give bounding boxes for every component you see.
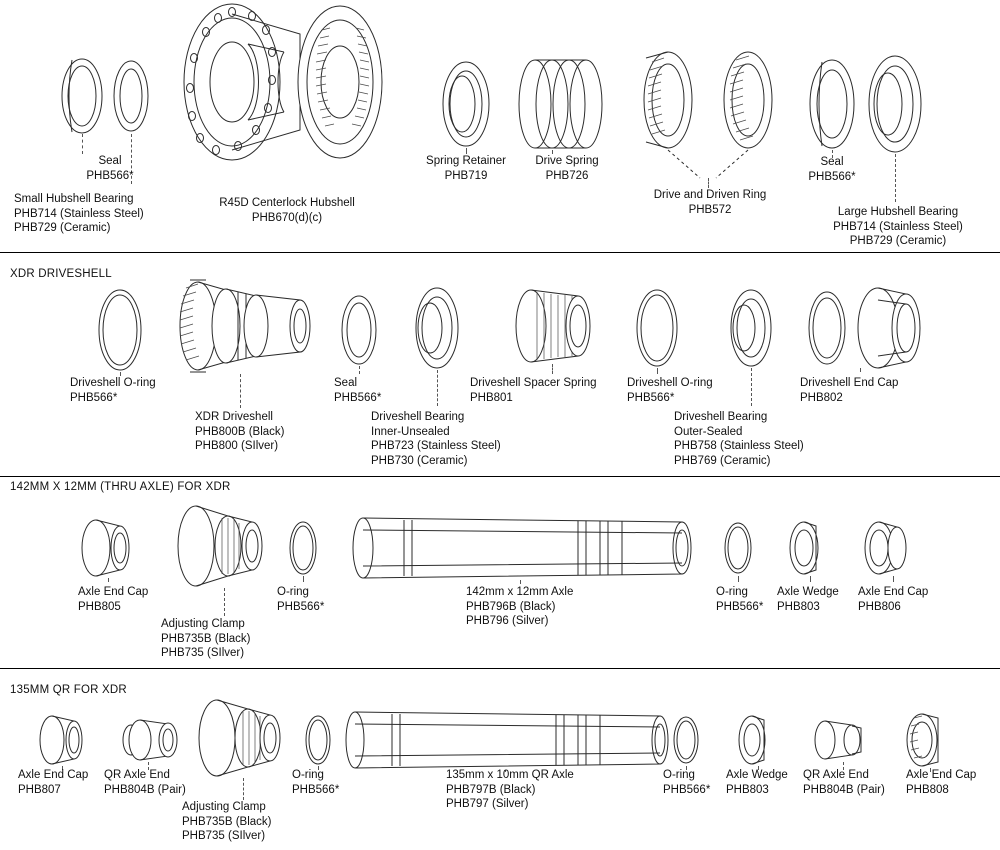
label-axle-wedge-3 (777, 585, 839, 614)
label-small-hubshell-bearing-text: Small Hubshell Bearing PHB714 (Stainless Steel) PHB729 (Ceramic) (14, 193, 144, 234)
art-axle-end-cap-805 (82, 520, 129, 576)
label-driveshell-spacer-spring-text: Driveshell Spacer Spring PHB801 (470, 377, 597, 404)
label-axle-end-cap-807 (18, 768, 88, 797)
art-oring-3b (725, 523, 751, 573)
art-driveshell-oring-2 (637, 290, 677, 366)
label-driveshell-bearing-inner-text: Driveshell Bearing Inner-Unsealed PHB723 (Stainless Steel) PHB730 (Ceramic) (371, 411, 501, 467)
label-large-hubshell-bearing-text: Large Hubshell Bearing PHB714 (Stainless Steel) PHB729 (Ceramic) (833, 206, 963, 247)
label-drive-spring-text: Drive Spring PHB726 (535, 155, 599, 182)
label-oring-3a-text: O-ring PHB566* (277, 586, 325, 613)
label-xdr-driveshell-text: XDR Driveshell PHB800B (Black) PHB800 (SIlver) (195, 411, 285, 452)
label-adjusting-clamp-2-text: Adjusting Clamp PHB735B (Black) PHB735 (SIlver) (182, 801, 272, 842)
art-axle-wedge-4 (739, 716, 765, 764)
label-driveshell-end-cap (800, 376, 898, 405)
leader-axle-end-cap-805 (108, 578, 109, 582)
art-axle-wedge-3 (790, 522, 818, 574)
label-oring-3b (716, 585, 763, 614)
section-heading-qr: 135MM QR FOR XDR (10, 684, 127, 696)
label-adjusting-clamp-1 (161, 617, 250, 661)
leader-driveshell-end-cap (860, 368, 861, 372)
label-seal-small (86, 154, 133, 183)
label-seal-large-text: Seal PHB566* (808, 156, 856, 183)
label-driveshell-oring-1-text: Driveshell O-ring PHB566* (70, 377, 156, 404)
leader-drive-driven-ring (708, 178, 709, 188)
label-driveshell-seal (334, 376, 381, 405)
label-axle-wedge-3-text: Axle Wedge PHB803 (777, 586, 839, 613)
art-axle-end-cap-808 (907, 714, 938, 766)
art-driveshell-spacer-spring (516, 290, 590, 362)
art-driveshell-bearing-inner (416, 288, 458, 368)
label-small-hubshell-bearing (14, 192, 144, 236)
leader-xdr-driveshell (240, 374, 241, 408)
art-axle-end-cap-806 (865, 522, 906, 574)
label-hubshell-text: R45D Centerlock Hubshell PHB670(d)(c) (219, 197, 355, 224)
label-axle-wedge-4 (726, 768, 788, 797)
label-adjusting-clamp-2 (182, 800, 271, 844)
label-spring-retainer-text: Spring Retainer PHB719 (426, 155, 506, 182)
leader-spacer-spring (552, 364, 553, 374)
leader-oring-3b (738, 576, 739, 582)
art-hubshell (184, 4, 382, 160)
label-large-hubshell-bearing (833, 205, 963, 249)
art-oring-4b (674, 717, 698, 763)
art-spring-retainer (443, 62, 489, 146)
leader-driveshell-seal (359, 366, 360, 374)
label-driveshell-oring-1 (70, 376, 156, 405)
label-driveshell-end-cap-text: Driveshell End Cap PHB802 (800, 377, 899, 404)
section-divider-2 (0, 476, 1000, 477)
leader-driveshell-bearing-outer (751, 368, 752, 406)
label-qr-axle-end-2 (803, 768, 885, 797)
label-adjusting-clamp-1-text: Adjusting Clamp PHB735B (Black) PHB735 (SIlver) (161, 618, 251, 659)
label-driveshell-oring-2 (627, 376, 713, 405)
art-drive-driven-ring (644, 52, 772, 148)
leader-oring-3a (303, 576, 304, 582)
section-divider-3 (0, 668, 1000, 669)
label-driveshell-bearing-inner (371, 410, 501, 468)
label-driveshell-seal-text: Seal PHB566* (334, 377, 382, 404)
art-driveshell-end-cap (809, 288, 920, 368)
label-oring-3a (277, 585, 324, 614)
label-axle-135-text: 135mm x 10mm QR Axle PHB797B (Black) PHB797 (Silver) (446, 769, 574, 810)
label-qr-axle-end-1-text: QR Axle End PHB804B (Pair) (104, 769, 186, 796)
section-divider-1 (0, 252, 1000, 253)
art-xdr-driveshell (180, 280, 310, 372)
leader-adjusting-clamp-2 (243, 778, 244, 800)
label-driveshell-bearing-outer-text: Driveshell Bearing Outer-Sealed PHB758 (Stainless Steel) PHB769 (Ceramic) (674, 411, 804, 467)
label-qr-axle-end-1 (104, 768, 186, 797)
leader-driveshell-oring-2 (657, 368, 658, 374)
label-hubshell (219, 196, 355, 225)
leader-large-bearing (895, 154, 896, 202)
label-oring-4b-text: O-ring PHB566* (663, 769, 711, 796)
label-driveshell-spacer-spring (470, 376, 597, 405)
art-seal-large (810, 60, 854, 148)
art-adjusting-clamp-1 (178, 506, 262, 586)
leader-axle-142 (520, 580, 521, 584)
art-qr-axle-end-2 (815, 721, 861, 759)
label-drive-driven-ring (654, 188, 767, 217)
label-qr-axle-end-2-text: QR Axle End PHB804B (Pair) (803, 769, 885, 796)
leader-seal-small (82, 134, 83, 154)
art-adjusting-clamp-2 (199, 700, 280, 776)
section-heading-thru-axle: 142MM X 12MM (THRU AXLE) FOR XDR (10, 481, 231, 493)
label-axle-end-cap-808 (906, 768, 976, 797)
label-axle-135 (446, 768, 574, 812)
label-oring-3b-text: O-ring PHB566* (716, 586, 764, 613)
art-oring-3a (290, 522, 316, 574)
art-drive-spring (519, 60, 602, 148)
art-large-hubshell-bearing (869, 56, 921, 152)
leader-axle-wedge-3 (810, 576, 811, 582)
label-axle-end-cap-806-text: Axle End Cap PHB806 (858, 586, 929, 613)
art-small-hubshell-bearing (114, 61, 148, 131)
art-axle-135 (346, 712, 668, 768)
art-qr-axle-end-1 (123, 720, 177, 760)
art-driveshell-seal (342, 296, 376, 364)
leader-adjusting-clamp-1 (224, 588, 225, 616)
label-oring-4a-text: O-ring PHB566* (292, 769, 340, 796)
label-oring-4a (292, 768, 339, 797)
label-axle-end-cap-805 (78, 585, 148, 614)
label-axle-end-cap-808-text: Axle End Cap PHB808 (906, 769, 977, 796)
label-axle-142-text: 142mm x 12mm Axle PHB796B (Black) PHB796 (Silver) (466, 586, 574, 627)
label-drive-driven-ring-text: Drive and Driven Ring PHB572 (653, 189, 767, 216)
art-axle-end-cap-807 (40, 716, 82, 764)
label-xdr-driveshell (195, 410, 284, 454)
art-driveshell-bearing-outer (731, 290, 771, 366)
label-spring-retainer (426, 154, 506, 183)
label-axle-end-cap-805-text: Axle End Cap PHB805 (78, 586, 149, 613)
art-axle-142 (353, 518, 691, 578)
art-oring-4a (306, 716, 330, 764)
art-seal-small (62, 59, 102, 133)
label-driveshell-oring-2-text: Driveshell O-ring PHB566* (627, 377, 713, 404)
label-drive-spring (535, 154, 598, 183)
leader-driveshell-bearing-inner (437, 370, 438, 406)
label-seal-large (808, 155, 855, 184)
leader-axle-end-cap-806 (893, 576, 894, 582)
label-axle-142 (466, 585, 573, 629)
label-oring-4b (663, 768, 710, 797)
art-driveshell-oring-1 (99, 290, 141, 370)
section-heading-xdr-driveshell: XDR DRIVESHELL (10, 268, 112, 280)
label-driveshell-bearing-outer (674, 410, 804, 468)
label-axle-end-cap-807-text: Axle End Cap PHB807 (18, 769, 89, 796)
label-seal-small-text: Seal PHB566* (86, 155, 134, 182)
label-axle-wedge-4-text: Axle Wedge PHB803 (726, 769, 788, 796)
label-axle-end-cap-806 (858, 585, 928, 614)
